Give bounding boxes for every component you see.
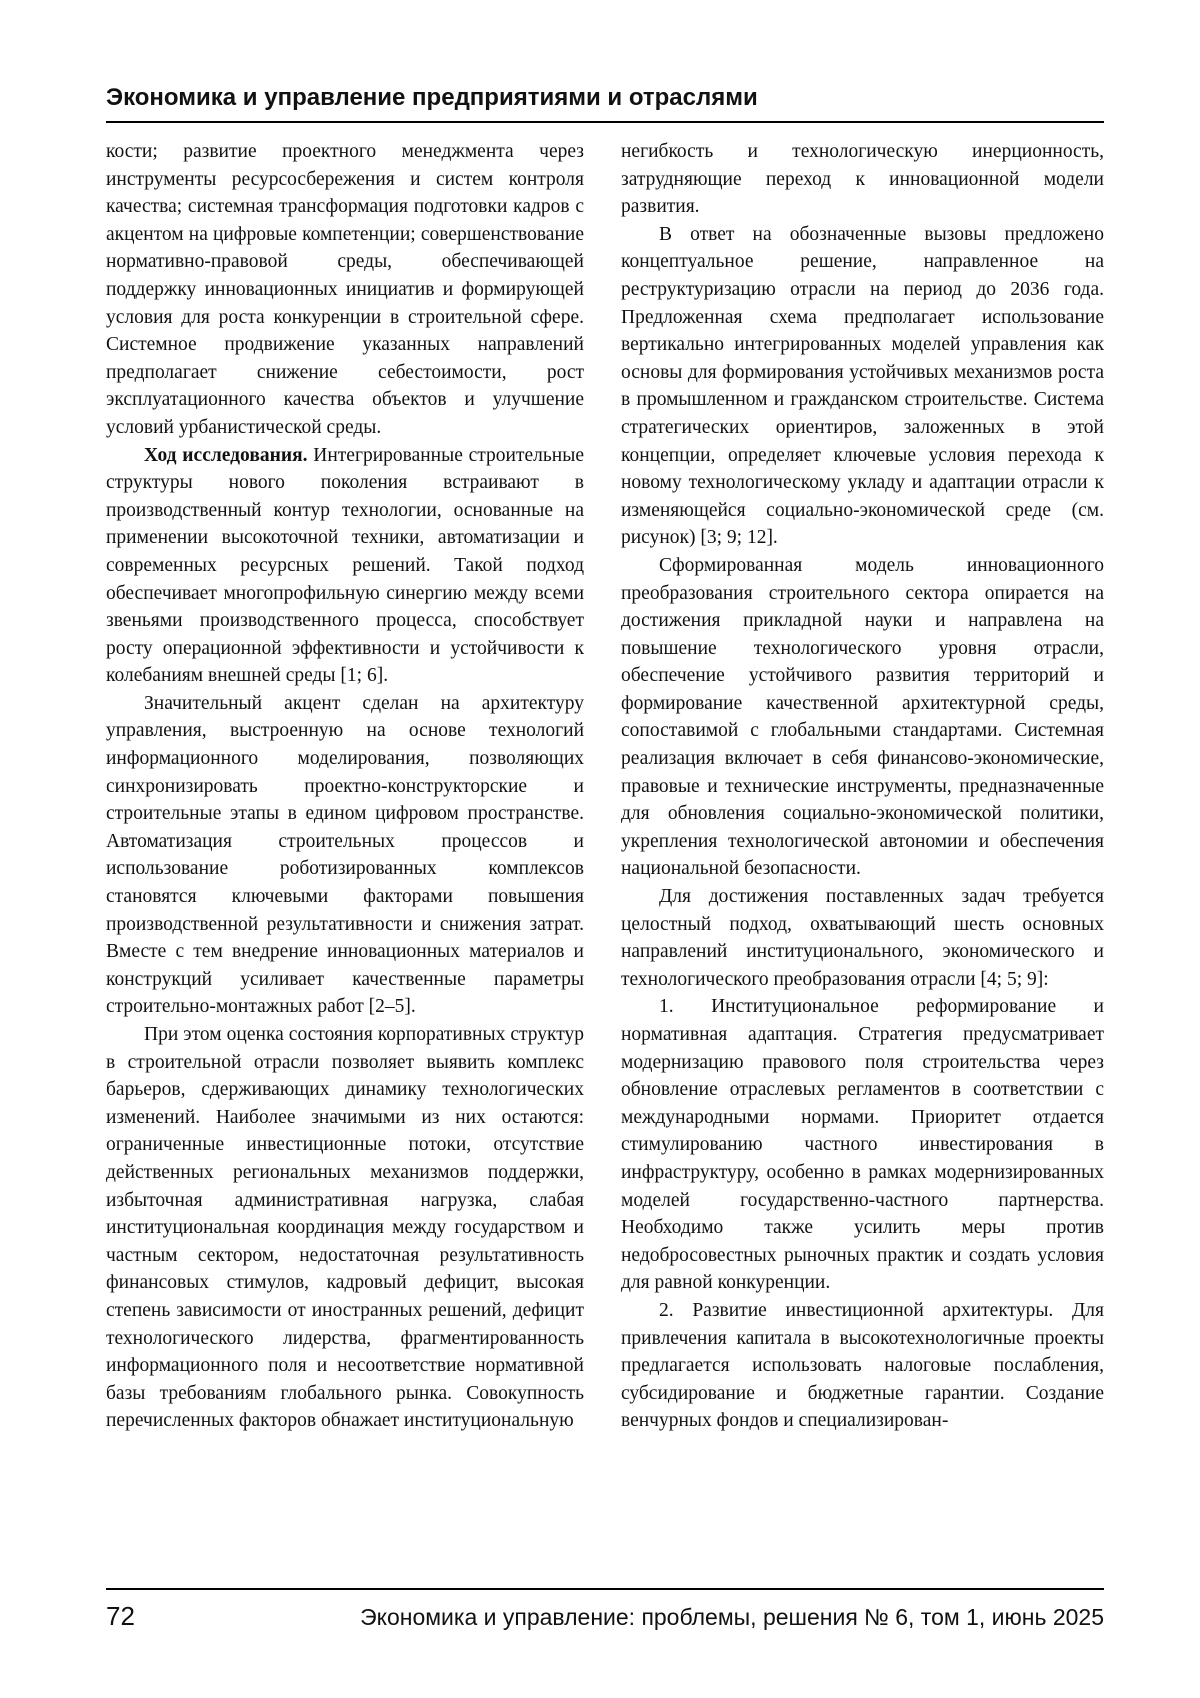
right-paragraph-2: В ответ на обозначенные вызовы предложено концептуальное решение, направленное на реструктуризацию отрасли на период до 2036 года. Предложенная схема предполагает использование вертикально интегрированных моделей управления как основы для формирования устойчивых механизмов роста в промышленном и гражданском строительстве. Система стратегических ориентиров, заложенных в этой концепции, определяет ключевые условия перехода к новому технологическому укладу и адаптации отрасли к изменяющейся социально-экономической среде (см. рисунок) [3; 9; 12].	[621, 223, 1104, 549]
left-paragraph-3: Значительный акцент сделан на архитектуру управления, выстроенную на основе технологий информационного моделирования, позволяющих синхронизировать проектно-конструкторские и строительные этапы в едином цифровом пространстве. Автоматизация строительных процессов и использование роботизированных комплексов становятся ключевыми факторами повышения производственной результативности и снижения затрат. Вместе с тем внедрение инновационных материалов и конструкций усиливает качественные параметры строительно-монтажных работ [2–5].	[106, 692, 584, 1018]
right-paragraph-5: 1. Институциональное реформирование и нормативная адаптация. Стратегия предусматривает модернизацию правового поля строительства через обновление отраслевых регламентов в соответствии с международными нормами. Приоритет отдается стимулированию частного инвестирования в инфраструктуру, особенно в рамках модернизированных моделей государственно-частного партнерства. Необходимо также усилить меры против недобросовестных рыночных практик и создать условия для равной конкуренции.	[621, 996, 1104, 1294]
page-number: 72	[106, 1601, 135, 1631]
left-paragraph-2	[106, 442, 584, 690]
right-paragraph-6: 2. Развитие инвестиционной архитектуры. Для привлечения капитала в высокотехнологичные проекты предлагается использовать налоговые послабления, субсидирование и бюджетные гарантии. Создание венчурных фондов и специализирован-	[621, 1299, 1104, 1432]
right-paragraph-3: Сформированная модель инновационного преобразования строительного сектора опирается на достижения прикладной науки и направлена на повышение технологического уровня отрасли, обеспечение устойчивого развития территорий и формирование качественной архитектурной среды, сопоставимой с глобальными стандартами. Системная реализация включает в себя финансово-экономические, правовые и технические инструменты, предназначенные для обновления социально-экономической политики, укрепления технологической автономии и обеспечения национальной безопасности.	[621, 554, 1104, 880]
footer-rule	[106, 1588, 1104, 1590]
left-column	[106, 138, 584, 1435]
journal-citation: Экономика и управление: проблемы, решения № 6, том 1, июнь 2025	[360, 1604, 1104, 1630]
right-paragraph-4: Для достижения поставленных задач требуется целостный подход, охватывающий шесть основных направлений институционального, экономического и технологического преобразования отрасли [4; 5; 9]:	[621, 886, 1104, 990]
left-paragraph-4: При этом оценка состояния корпоративных структур в строительной отрасли позволяет выявить комплекс барьеров, сдерживающих динамику технологических изменений. Наиболее значимыми из них остаются: ограниченные инвестиционные потоки, отсутствие действенных региональных механизмов поддержки, избыточная административная нагрузка, слабая институциональная координация между государством и частным сектором, недостаточная результативность финансовых стимулов, кадровый дефицит, высокая степень зависимости от иностранных решений, дефицит технологического лидерства, фрагментированность информационного поля и несоответствие нормативной базы требованиям глобального рынка. Совокупность перечисленных факторов обнажает институциональную	[106, 1024, 584, 1432]
section-heading-research: Ход исследования.	[144, 444, 308, 466]
running-header: Экономика и управление предприятиями и отраслями	[106, 84, 758, 111]
left-paragraph-1: кости; развитие проектного менеджмента через инструменты ресурсосбережения и систем контроля качества; системная трансформация подготовки кадров с акцентом на цифровые компетенции; совершенствование нормативно-правовой среды, обеспечивающей поддержку инновационных инициатив и формирующей условия для роста конкуренции в строительной сфере. Системное продвижение указанных направлений предполагает снижение себестоимости, рост эксплуатационного качества объектов и улучшение условий урбанистической среды.	[106, 141, 584, 438]
left-paragraph-2-body: Интегрированные строительные структуры нового поколения встраивают в производственный контур технологии, основанные на применении высокоточной техники, автоматизации и современных ресурсных решений. Такой подход обеспечивает многопрофильную синергию между всеми звеньями производственного процесса, способствует росту операционной эффективности и устойчивости к колебаниям внешней среды [1; 6].	[106, 444, 584, 687]
right-paragraph-1: негибкость и технологическую инерционность, затрудняющие переход к инновационной модели развития.	[621, 141, 1104, 218]
header-rule	[106, 121, 1104, 123]
right-column	[621, 138, 1104, 1435]
